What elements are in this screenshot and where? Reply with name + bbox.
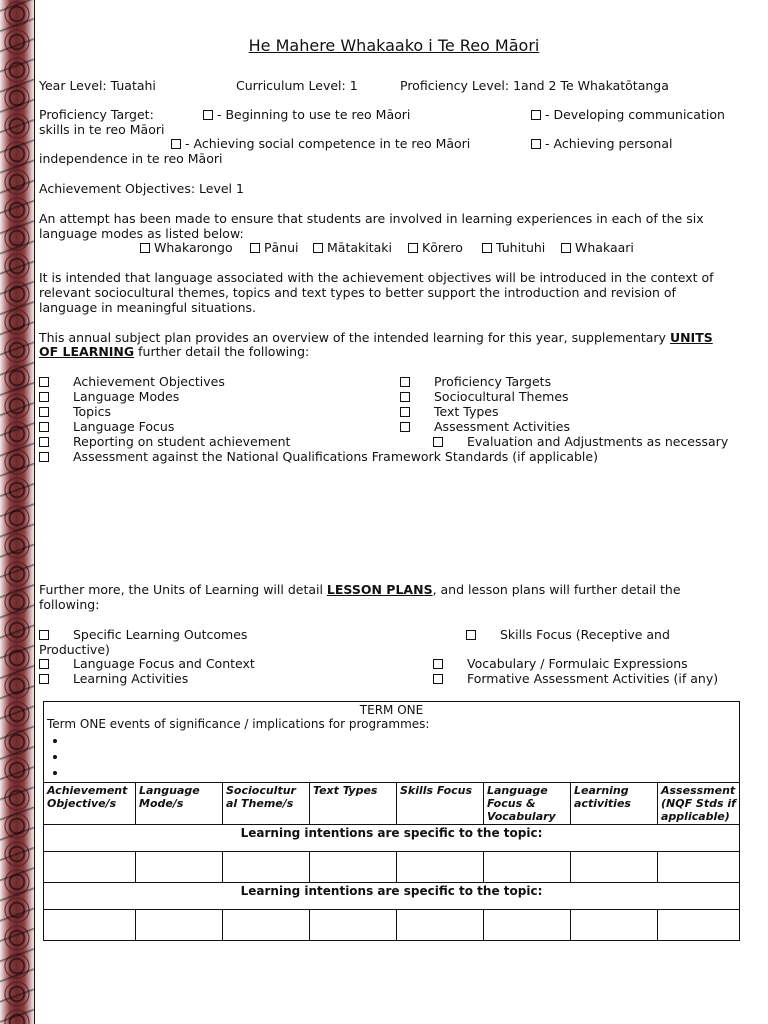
column-header: Learning activities — [571, 783, 658, 825]
mode-label: Tuhituhi — [496, 240, 546, 255]
checkbox-icon — [39, 674, 49, 684]
units-item-label: Assessment Activities — [434, 419, 570, 434]
units-item-label: Sociocultural Themes — [434, 389, 569, 404]
units-item-label: Assessment against the National Qualifications Framework Standards (if applicable) — [73, 449, 598, 464]
term-one-table — [43, 701, 740, 941]
mode-whakarongo[interactable] — [140, 240, 233, 255]
learning-intentions-cell[interactable]: Learning intentions are specific to the topic: — [44, 825, 740, 852]
lesson-item-label: Specific Learning Outcomes — [73, 627, 248, 642]
term-events-list — [67, 733, 736, 781]
table-cell[interactable] — [136, 910, 223, 941]
checkbox-icon — [39, 630, 49, 640]
table-cell[interactable] — [397, 852, 484, 883]
units-item-label: Achievement Objectives — [73, 374, 225, 389]
checkbox-icon — [408, 243, 418, 253]
units-item[interactable] — [433, 434, 728, 449]
target-option-social[interactable] — [171, 136, 470, 151]
table-cell[interactable] — [223, 852, 310, 883]
lesson-item-cont: Productive) — [39, 642, 110, 657]
units-item[interactable] — [39, 374, 225, 389]
mode-panui[interactable] — [250, 240, 299, 255]
target-option-label: - Achieving personal — [545, 136, 673, 151]
annual-plan-line2 — [39, 344, 309, 359]
table-row — [44, 883, 740, 910]
intended-line2: relevant sociocultural themes, topics and text types to better support the introduction and revision of — [39, 285, 676, 300]
checkbox-icon — [433, 659, 443, 669]
checkbox-icon — [39, 452, 49, 462]
mode-label: Pānui — [264, 240, 299, 255]
target-option-developing[interactable] — [531, 107, 725, 122]
target-option-label: - Beginning to use te reo Māori — [217, 107, 411, 122]
checkbox-icon — [39, 392, 49, 402]
units-item[interactable] — [400, 404, 498, 419]
target-option-label: - Achieving social competence in te reo Māori — [185, 136, 471, 151]
koru-border-pattern — [0, 0, 34, 1024]
checkbox-icon — [39, 659, 49, 669]
units-item-label: Language Focus — [73, 419, 175, 434]
mode-label: Whakarongo — [154, 240, 233, 255]
checkbox-icon — [400, 377, 410, 387]
checkbox-icon — [203, 110, 213, 120]
intended-line3: language in meaningful situations. — [39, 300, 256, 315]
further-text: , and lesson plans will further detail the — [432, 582, 681, 597]
checkbox-icon — [39, 377, 49, 387]
table-row — [44, 910, 740, 941]
further-line2: following: — [39, 597, 100, 612]
lesson-item-label: Language Focus and Context — [73, 656, 255, 671]
lesson-item-label: Vocabulary / Formulaic Expressions — [467, 656, 688, 671]
units-item[interactable] — [39, 434, 290, 449]
table-cell[interactable] — [397, 910, 484, 941]
table-header-row — [44, 783, 740, 825]
target-option-label: - Developing communication — [545, 107, 725, 122]
units-item[interactable] — [400, 389, 569, 404]
checkbox-icon — [39, 422, 49, 432]
checkbox-icon — [400, 407, 410, 417]
table-row — [44, 825, 740, 852]
checkbox-icon — [39, 437, 49, 447]
list-item[interactable] — [67, 733, 736, 749]
achievement-objectives-heading: Achievement Objectives: Level 1 — [39, 181, 244, 196]
checkbox-icon — [171, 139, 181, 149]
page-title: He Mahere Whakaako i Te Reo Māori — [248, 36, 540, 55]
table-row — [44, 852, 740, 883]
list-item[interactable] — [67, 765, 736, 781]
checkbox-icon — [561, 243, 571, 253]
target-option-beginning[interactable] — [203, 107, 410, 122]
learning-intentions-cell[interactable]: Learning intentions are specific to the topic: — [44, 883, 740, 910]
lesson-item[interactable] — [433, 671, 718, 686]
proficiency-level: Proficiency Level: 1and 2 Te Whakatōtanga — [400, 78, 669, 93]
table-cell[interactable] — [571, 852, 658, 883]
column-header: Achievement Objective/s — [44, 783, 136, 825]
term-heading: TERM ONE — [359, 703, 424, 717]
mode-label: Mātakitaki — [327, 240, 392, 255]
table-cell[interactable] — [484, 910, 571, 941]
table-cell[interactable] — [136, 852, 223, 883]
mode-label: Whakaari — [575, 240, 634, 255]
table-cell[interactable] — [44, 910, 136, 941]
units-item-label: Proficiency Targets — [434, 374, 552, 389]
list-item[interactable] — [67, 749, 736, 765]
lesson-item[interactable] — [433, 656, 688, 671]
lesson-item-label: Learning Activities — [73, 671, 189, 686]
checkbox-icon — [482, 243, 492, 253]
units-item-label: Language Modes — [73, 389, 180, 404]
table-cell[interactable] — [223, 910, 310, 941]
target-option-developing-cont: skills in te reo Māori — [39, 122, 165, 137]
units-item[interactable] — [39, 419, 174, 434]
mode-korero[interactable] — [408, 240, 463, 255]
checkbox-icon — [313, 243, 323, 253]
annual-plan-text: further detail the following: — [134, 344, 310, 359]
units-item[interactable] — [39, 389, 179, 404]
table-cell[interactable] — [310, 852, 397, 883]
column-header: Language Focus & Vocabulary — [484, 783, 571, 825]
table-cell[interactable] — [484, 852, 571, 883]
units-item-label: Text Types — [434, 404, 499, 419]
checkbox-icon — [400, 392, 410, 402]
units-item[interactable] — [39, 449, 598, 464]
units-item-label: Reporting on student achievement — [73, 434, 291, 449]
term-events-label: Term ONE events of significance / implications for programmes: — [47, 717, 430, 731]
checkbox-icon — [531, 139, 541, 149]
units-item-label: Topics — [73, 404, 111, 419]
lesson-item-label: Formative Assessment Activities (if any) — [467, 671, 719, 686]
modes-intro-line1: An attempt has been made to ensure that students are involved in learning experiences in each of the six — [39, 211, 704, 226]
checkbox-icon — [140, 243, 150, 253]
mode-whakaari[interactable] — [561, 240, 634, 255]
column-header: Assessment (NQF Stds if applicable) — [658, 783, 740, 825]
target-option-personal-cont: independence in te reo Māori — [39, 151, 223, 166]
modes-intro-line2: language modes as listed below: — [39, 226, 244, 241]
column-header: Language Mode/s — [136, 783, 223, 825]
column-header: Skills Focus — [397, 783, 484, 825]
term-events — [47, 717, 736, 781]
lesson-item[interactable] — [39, 627, 247, 642]
units-item[interactable] — [39, 404, 111, 419]
units-item-label: Evaluation and Adjustments as necessary — [467, 434, 729, 449]
checkbox-icon — [250, 243, 260, 253]
lesson-item-label: Skills Focus (Receptive and — [500, 627, 670, 642]
units-of-learning-link: OF LEARNING — [39, 344, 135, 359]
target-option-personal[interactable] — [531, 136, 672, 151]
lesson-item[interactable] — [39, 671, 188, 686]
checkbox-icon — [531, 110, 541, 120]
term-header-cell — [44, 702, 740, 783]
further-line1 — [39, 582, 681, 597]
curriculum-level: Curriculum Level: 1 — [236, 78, 358, 93]
table-cell[interactable] — [571, 910, 658, 941]
lesson-item[interactable] — [39, 656, 255, 671]
table-cell[interactable] — [658, 910, 740, 941]
column-header: Sociocultur al Theme/s — [223, 783, 310, 825]
table-cell[interactable] — [44, 852, 136, 883]
proficiency-target-label: Proficiency Target: — [39, 107, 154, 122]
column-header: Text Types — [310, 783, 397, 825]
units-item[interactable] — [400, 374, 551, 389]
checkbox-icon — [466, 630, 476, 640]
mode-matakitaki[interactable] — [313, 240, 392, 255]
annual-plan-line1 — [39, 330, 713, 345]
checkbox-icon — [433, 674, 443, 684]
checkbox-icon — [433, 437, 443, 447]
further-text: Further more, the Units of Learning will detail — [39, 582, 327, 597]
mode-label: Kōrero — [422, 240, 463, 255]
mode-tuhituhi[interactable] — [482, 240, 545, 255]
checkbox-icon — [39, 407, 49, 417]
lesson-item[interactable] — [466, 627, 670, 642]
annual-plan-text: This annual subject plan provides an overview of the intended learning for this year, supplementary — [39, 330, 670, 345]
intended-line1: It is intended that language associated with the achievement objectives will be introduced in the context of — [39, 270, 714, 285]
units-item[interactable] — [400, 419, 570, 434]
lesson-plans-link: LESSON PLANS — [326, 582, 433, 597]
checkbox-icon — [400, 422, 410, 432]
year-level: Year Level: Tuatahi — [39, 78, 156, 93]
units-of-learning-link: UNITS — [669, 330, 713, 345]
table-cell[interactable] — [310, 910, 397, 941]
table-cell[interactable] — [658, 852, 740, 883]
